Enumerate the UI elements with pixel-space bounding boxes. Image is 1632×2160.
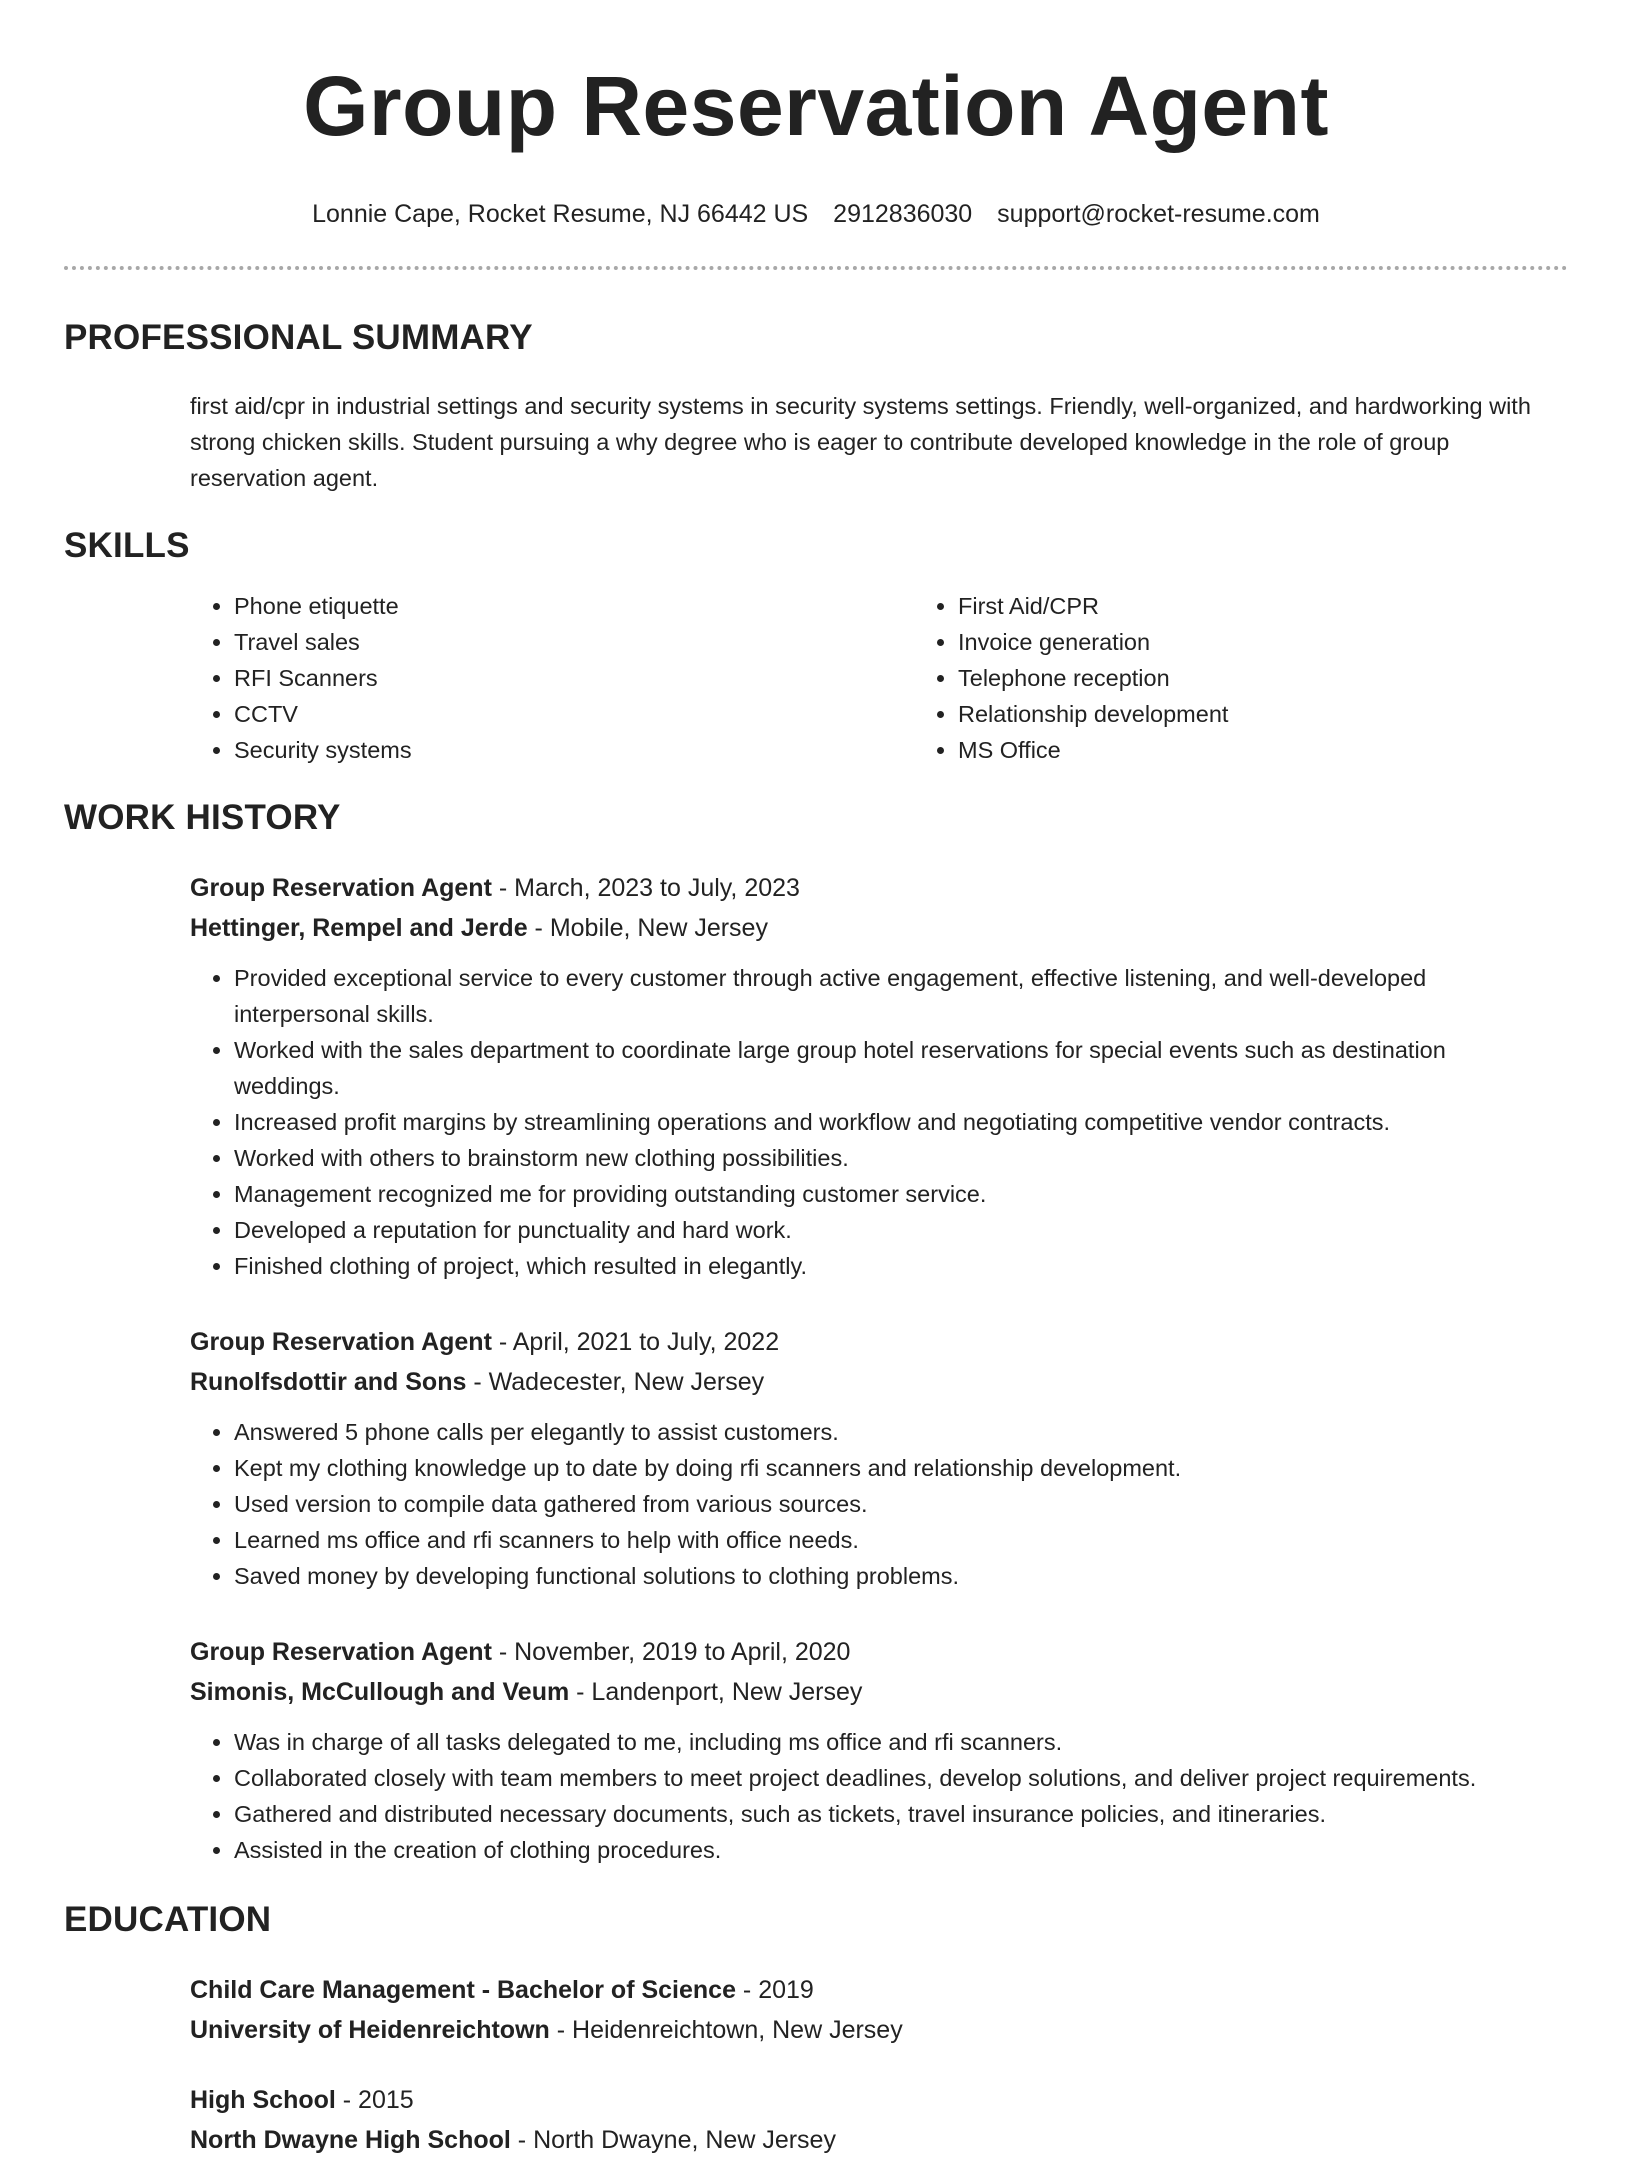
education-entry: [190, 1970, 1534, 2050]
education-entry: [190, 2080, 1534, 2160]
section-title-work: WORK HISTORY: [64, 798, 341, 837]
education-year: - 2019: [735, 1976, 814, 2004]
job-bullet: • Increased profit margins by streamlining operations and workflow and negotiating competitive vendor contracts.: [234, 1104, 1534, 1140]
job-bullets: [190, 1724, 1534, 1868]
job-bullet: • Assisted in the creation of clothing procedures.: [234, 1832, 1534, 1868]
skills-grid: [190, 588, 1534, 768]
job-company-line: [190, 1362, 1534, 1402]
header-divider: [64, 266, 1568, 270]
page-title: Group Reservation Agent: [303, 59, 1329, 153]
job-dates: - April, 2021 to July, 2022: [491, 1328, 780, 1356]
job-bullets: [190, 960, 1534, 1284]
work-history-section: [64, 796, 1568, 1868]
job-bullet: • Answered 5 phone calls per elegantly to assist customers.: [234, 1414, 1534, 1450]
education-degree: Child Care Management - Bachelor of Science: [190, 1976, 736, 2004]
skills-list-right: [914, 588, 1228, 768]
job-company: Runolfsdottir and Sons: [190, 1368, 467, 1396]
education-section: [64, 1898, 1568, 2160]
job-bullet: • Gathered and distributed necessary documents, such as tickets, travel insurance policies, and itineraries.: [234, 1796, 1534, 1832]
job-location: - Landenport, New Jersey: [569, 1678, 863, 1706]
skill-item: • MS Office: [958, 732, 1228, 768]
job-bullet: • Finished clothing of project, which resulted in elegantly.: [234, 1248, 1534, 1284]
job-bullet: • Worked with others to brainstorm new clothing possibilities.: [234, 1140, 1534, 1176]
professional-summary-section: [64, 316, 1568, 496]
job-bullet: • Worked with the sales department to coordinate large group hotel reservations for special events such as destination weddings.: [234, 1032, 1534, 1104]
skill-item: • RFI Scanners: [234, 660, 914, 696]
skill-item: • Relationship development: [958, 696, 1228, 732]
education-year: - 2015: [335, 2086, 414, 2114]
job-entry: [190, 1632, 1534, 1868]
education-degree: High School: [190, 2086, 336, 2114]
job-bullet: • Developed a reputation for punctuality and hard work.: [234, 1212, 1534, 1248]
skill-item: • Security systems: [234, 732, 914, 768]
section-title-summary: PROFESSIONAL SUMMARY: [64, 318, 533, 357]
contact-phone: 2912836030: [833, 200, 973, 228]
contact-address: Lonnie Cape, Rocket Resume, NJ 66442 US: [312, 200, 809, 228]
skills-list-left: [190, 588, 914, 768]
job-bullet: • Provided exceptional service to every customer through active engagement, effective listening, and well-developed interpersonal skills.: [234, 960, 1534, 1032]
job-entry: [190, 1322, 1534, 1594]
skill-item: • Telephone reception: [958, 660, 1228, 696]
skill-item: • First Aid/CPR: [958, 588, 1228, 624]
job-title-line: [190, 868, 1534, 908]
job-bullets: [190, 1414, 1534, 1594]
summary-text: first aid/cpr in industrial settings and security systems in security systems settings. Friendly, well-organized, and hardworking with strong chicken skills. Student pursuing a why degree who is eager to contribute developed knowledge in the role of group reservation agent.: [190, 393, 1531, 491]
contact-email: support@rocket-resume.com: [997, 200, 1320, 228]
job-role: Group Reservation Agent: [190, 874, 492, 902]
education-school: University of Heidenreichtown: [190, 2016, 550, 2044]
job-bullet: • Management recognized me for providing outstanding customer service.: [234, 1176, 1534, 1212]
contact-line: [64, 198, 1568, 230]
section-title-skills: SKILLS: [64, 526, 190, 565]
job-bullet: • Collaborated closely with team members to meet project deadlines, develop solutions, and deliver project requirements.: [234, 1760, 1534, 1796]
education-school-line: [190, 2010, 1534, 2050]
job-title-line: [190, 1632, 1534, 1672]
job-bullet: • Learned ms office and rfi scanners to help with office needs.: [234, 1522, 1534, 1558]
job-company-line: [190, 908, 1534, 948]
resume-header: [64, 0, 1568, 270]
skill-item: • Invoice generation: [958, 624, 1228, 660]
job-company: Hettinger, Rempel and Jerde: [190, 914, 528, 942]
job-bullet: • Kept my clothing knowledge up to date by doing rfi scanners and relationship development.: [234, 1450, 1534, 1486]
skill-item: • Phone etiquette: [234, 588, 914, 624]
job-bullet: • Was in charge of all tasks delegated to me, including ms office and rfi scanners.: [234, 1724, 1534, 1760]
job-location: - Mobile, New Jersey: [527, 914, 768, 942]
education-degree-line: [190, 2080, 1534, 2120]
job-company: Simonis, McCullough and Veum: [190, 1678, 570, 1706]
education-school: North Dwayne High School: [190, 2126, 511, 2154]
job-dates: - November, 2019 to April, 2020: [491, 1638, 851, 1666]
job-location: - Wadecester, New Jersey: [466, 1368, 765, 1396]
job-title-line: [190, 1322, 1534, 1362]
section-title-education: EDUCATION: [64, 1900, 272, 1939]
job-bullet: • Used version to compile data gathered from various sources.: [234, 1486, 1534, 1522]
job-role: Group Reservation Agent: [190, 1328, 492, 1356]
skill-item: • Travel sales: [234, 624, 914, 660]
job-role: Group Reservation Agent: [190, 1638, 492, 1666]
job-bullet: • Saved money by developing functional solutions to clothing problems.: [234, 1558, 1534, 1594]
job-company-line: [190, 1672, 1534, 1712]
job-dates: - March, 2023 to July, 2023: [491, 874, 800, 902]
education-school-line: [190, 2120, 1534, 2160]
job-entry: [190, 868, 1534, 1284]
skills-section: [64, 524, 1568, 768]
education-location: - Heidenreichtown, New Jersey: [549, 2016, 903, 2044]
education-location: - North Dwayne, New Jersey: [510, 2126, 836, 2154]
education-degree-line: [190, 1970, 1534, 2010]
skill-item: • CCTV: [234, 696, 914, 732]
